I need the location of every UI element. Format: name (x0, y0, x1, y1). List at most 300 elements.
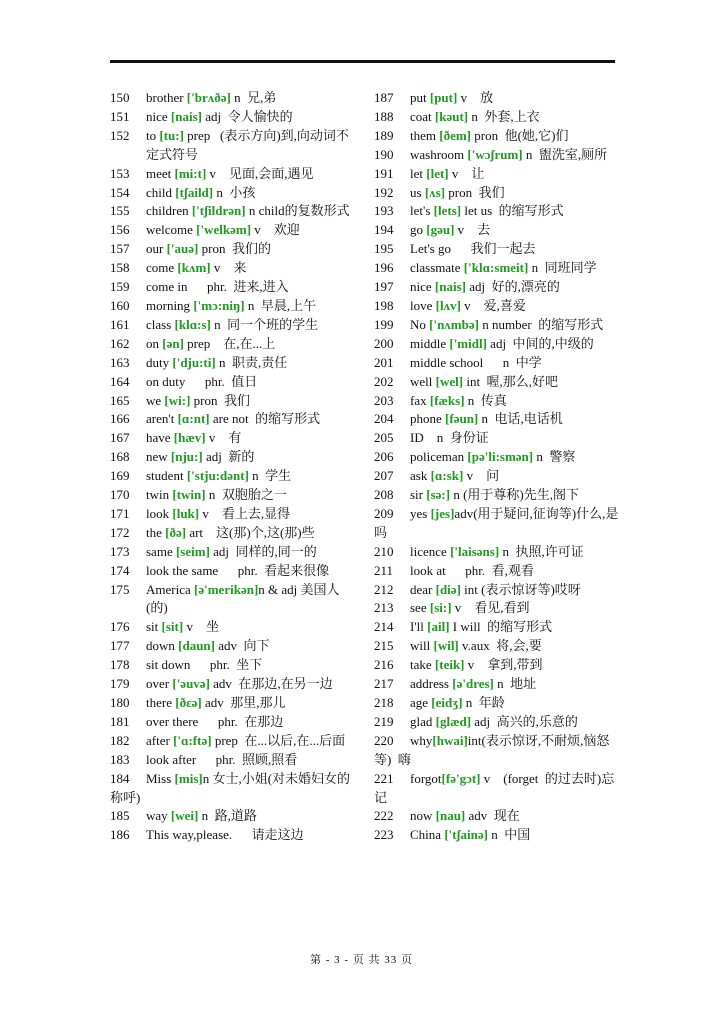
entry-phonetic: [mis] (174, 770, 203, 786)
entry-number: 162 (110, 335, 130, 351)
entry-definition: v 放 (457, 90, 494, 105)
entry-number: 184 (110, 770, 130, 786)
entry-definition: phr. 看起来很像 (218, 562, 330, 578)
entry-word: brother (146, 90, 187, 105)
entry-word: classmate (410, 260, 464, 276)
entry-definition: n 同一个班的学生 (210, 316, 319, 332)
entry-number: 195 (374, 241, 394, 257)
entry-number: 209 (374, 505, 394, 521)
vocab-entry (374, 410, 620, 429)
entry-phonetic: [pə'li:smən] (467, 449, 534, 465)
entry-number: 208 (374, 487, 394, 503)
entry-body (146, 278, 360, 297)
vocab-entry (374, 278, 620, 297)
entry-number: 214 (374, 619, 394, 635)
entry-number: 193 (374, 203, 394, 219)
vocab-entry (374, 297, 620, 316)
entry-word: sit (146, 619, 162, 635)
entry-definition: adj 好的,漂亮的 (465, 279, 560, 295)
entry-phonetic: [daun] (178, 638, 215, 654)
entry-number: 201 (374, 354, 394, 370)
entry-number: 166 (110, 411, 130, 427)
entry-word: on duty (146, 373, 186, 389)
entry-definition: adj 高兴的,乐意的 (471, 713, 578, 729)
entry-number: 153 (110, 165, 130, 181)
entry-number: 213 (374, 600, 394, 616)
entry-number: 160 (110, 297, 130, 313)
entry-word: put (410, 90, 430, 105)
vocab-entry (374, 89, 620, 108)
entry-phonetic: [gəu] (426, 222, 455, 238)
entry-word: over there (146, 713, 199, 729)
entry-definition: v 看上去,显得 (199, 505, 291, 521)
entry-definition: n 小孩 (213, 184, 256, 200)
entry-word: glad (410, 713, 436, 729)
vocab-entry (374, 467, 620, 486)
entry-phonetic: [wi:] (164, 392, 191, 408)
entry-word: meet (146, 165, 175, 181)
entry-definition: n 职责,责任 (215, 354, 288, 370)
entry-definition: v 问 (463, 468, 500, 484)
vocab-entry (374, 108, 620, 127)
entry-word: come (146, 260, 178, 276)
entry-body (146, 562, 360, 581)
entry-definition: n 电话,电话机 (478, 411, 563, 427)
vocab-entry (374, 146, 620, 165)
entry-definition: are not 的缩写形式 (209, 411, 321, 427)
entry-body (146, 448, 360, 467)
entry-body (410, 297, 620, 316)
entry-number: 215 (374, 638, 394, 654)
entry-phonetic: [tu:] (159, 127, 184, 143)
entry-definition: n 执照,许可证 (499, 543, 584, 559)
vocab-entry (110, 108, 360, 127)
entry-number: 190 (374, 146, 394, 162)
entry-word: I'll (410, 619, 428, 635)
entry-phonetic: [twin] (172, 487, 206, 503)
entry-phonetic: [teik] (434, 657, 465, 673)
vocab-entry (374, 392, 620, 411)
entry-definition: v (forget 的过去时)忘记 (374, 770, 615, 805)
entry-definition: adj 新的 (202, 449, 255, 465)
entry-phonetic: ['brʌðə] (186, 90, 231, 105)
vocab-entry (110, 581, 360, 619)
entry-word: washroom (410, 146, 468, 162)
entry-word: Let's go (410, 241, 451, 257)
entry-definition: n child的复数形式 (245, 203, 350, 219)
entry-phonetic: [sə:] (426, 487, 451, 503)
entry-definition: adv 那里,那儿 (201, 695, 286, 710)
entry-phonetic: ['welkəm] (196, 222, 252, 238)
entry-body (146, 165, 360, 184)
entry-phonetic: [glæd] (435, 713, 472, 729)
entry-body (410, 336, 594, 351)
entry-body (410, 429, 620, 448)
entry-phonetic: [wel] (435, 373, 464, 389)
entry-definition: n 身份证 (423, 430, 489, 446)
entry-number: 169 (110, 468, 130, 484)
vocab-entry (110, 165, 360, 184)
entry-number: 210 (374, 543, 394, 559)
entry-word: aren't (146, 411, 178, 427)
entry-word: them (410, 127, 440, 143)
entry-definition: adv 在那边,在另一边 (209, 676, 333, 692)
entry-phonetic: ['tʃainə] (444, 827, 488, 843)
entry-body (410, 392, 620, 411)
entry-word: This way,please. (146, 827, 233, 843)
entry-definition: phr. 进来,进入 (187, 279, 289, 295)
entry-definition: n 传真 (464, 392, 507, 408)
entry-body (410, 373, 620, 392)
entry-body (410, 260, 597, 275)
entry-word: go (410, 222, 427, 238)
entry-definition: n 外套,上衣 (468, 108, 540, 124)
entry-word: licence (410, 543, 451, 559)
entry-phonetic: [klɑ:s] (174, 316, 211, 332)
vocab-column-left (110, 89, 360, 845)
entry-word: our (146, 241, 167, 257)
entry-phonetic: [ðə] (165, 524, 187, 540)
entry-body (374, 771, 614, 805)
entry-word: why (410, 732, 433, 748)
entry-definition: prep 在...以后,在...后面 (211, 732, 346, 748)
vocab-entry (110, 240, 360, 259)
entry-number: 175 (110, 581, 130, 597)
entry-number: 178 (110, 657, 130, 673)
entry-number: 155 (110, 203, 130, 219)
entry-word: well (410, 373, 436, 389)
entry-body (146, 240, 360, 259)
entry-body (146, 543, 360, 562)
entry-definition: adv 向下 (215, 638, 270, 654)
entry-number: 156 (110, 222, 130, 238)
page-footer: 第 - 3 - 页 共 33 页 (309, 954, 414, 966)
entry-body (410, 675, 620, 694)
vocab-entry (110, 732, 360, 751)
entry-definition: v.aux 将,会,要 (458, 638, 542, 654)
entry-word: twin (146, 487, 173, 503)
entry-phonetic: ['auə] (166, 241, 199, 257)
entry-body (110, 771, 350, 805)
entry-phonetic: [wei] (170, 808, 199, 824)
entry-definition: adj 令人愉快的 (201, 108, 293, 124)
entry-phonetic: [tʃaild] (175, 184, 214, 200)
vocab-entry (374, 770, 620, 808)
vocab-entry (110, 694, 360, 713)
vocab-entry (110, 751, 360, 770)
entry-body (410, 694, 620, 713)
entry-number: 158 (110, 260, 130, 276)
entry-definition: prep 在,在...上 (183, 335, 276, 351)
entry-phonetic: [ðεə] (175, 695, 202, 710)
entry-definition: phr. 看,观看 (445, 562, 534, 578)
entry-body (410, 448, 620, 467)
vocab-entry (110, 316, 360, 335)
entry-number: 180 (110, 695, 130, 710)
entry-phonetic: [ʌs] (424, 184, 446, 200)
entry-body (146, 486, 360, 505)
entry-body (146, 335, 360, 354)
entry-body (146, 467, 360, 486)
entry-definition: n (用于尊称)先生,阁下 (450, 487, 579, 503)
vocab-entry (374, 259, 620, 278)
entry-word: there (146, 695, 176, 710)
entry-word: new (146, 449, 171, 465)
entry-word: middle school (410, 354, 484, 370)
entry-word: same (146, 543, 176, 559)
entry-word: sit down (146, 657, 191, 673)
vocab-entry (110, 637, 360, 656)
vocab-entry (110, 467, 360, 486)
vocab-entry (110, 297, 360, 316)
entry-body (410, 637, 620, 656)
entry-word: yes (410, 505, 431, 521)
entry-body (146, 221, 360, 240)
entry-definition: n & adj 美国人(的) (146, 581, 340, 616)
entry-definition: v 欢迎 (251, 222, 300, 238)
entry-phonetic: ['klɑ:smeit] (463, 260, 529, 276)
entry-definition: n 路,道路 (198, 808, 257, 824)
entry-number: 188 (374, 108, 394, 124)
vocab-entry (110, 505, 360, 524)
entry-word: we (146, 392, 165, 408)
vocab-entry (374, 505, 620, 543)
vocab-entry (374, 826, 620, 845)
entry-phonetic: [ail] (427, 619, 450, 635)
entry-number: 172 (110, 524, 130, 540)
entry-word: child (146, 184, 176, 200)
entry-body (146, 297, 360, 316)
entry-number: 202 (374, 373, 394, 389)
entry-definition: n 早晨,上午 (244, 297, 317, 313)
vocab-entry (110, 410, 360, 429)
entry-phonetic: [let] (426, 165, 449, 181)
entry-body (410, 108, 620, 127)
vocab-entry (374, 713, 620, 732)
entry-body (410, 410, 620, 429)
entry-phonetic: [lʌv] (435, 297, 461, 313)
entry-word: age (410, 695, 432, 710)
entry-number: 173 (110, 543, 130, 559)
entry-word: on (146, 335, 163, 351)
entry-phonetic: [jes] (430, 505, 455, 521)
vocab-entry (110, 543, 360, 562)
entry-number: 191 (374, 165, 394, 181)
entry-definition: n 同班同学 (528, 260, 597, 276)
entry-body (146, 675, 360, 694)
entry-body (146, 392, 360, 411)
entry-number: 218 (374, 695, 394, 710)
entry-body (146, 316, 360, 335)
entry-definition: 请走这边 (232, 827, 304, 843)
entry-number: 165 (110, 392, 130, 408)
entry-number: 222 (374, 808, 394, 824)
entry-phonetic: [ə'merikən] (194, 581, 259, 597)
vocab-entry (110, 448, 360, 467)
entry-word: student (146, 468, 187, 484)
entry-definition: prep (表示方向)到,向动词不定式符号 (146, 127, 349, 162)
entry-body (146, 807, 360, 826)
entry-definition: adj 中间的,中级的 (486, 335, 594, 351)
vocab-entry (110, 826, 360, 845)
entry-word: look the same (146, 562, 219, 578)
entry-word: after (146, 732, 174, 748)
entry-definition: v 坐 (183, 619, 219, 635)
vocab-entry (110, 392, 360, 411)
entry-body (410, 317, 603, 332)
entry-body (410, 826, 620, 845)
vocab-entry (110, 675, 360, 694)
vocab-entry (374, 486, 620, 505)
entry-body (146, 429, 360, 448)
entry-phonetic: [seim] (175, 543, 210, 559)
entry-word: down (146, 638, 179, 654)
entry-word: Miss (146, 770, 175, 786)
entry-word: welcome (146, 222, 197, 238)
entry-number: 220 (374, 732, 394, 748)
entry-number: 152 (110, 127, 130, 143)
vocab-entry (110, 259, 360, 278)
entry-word: take (410, 657, 435, 673)
entry-word: class (146, 316, 175, 332)
entry-body (146, 618, 360, 637)
entry-definition: v 见面,会面,遇见 (206, 165, 314, 181)
entry-body (146, 694, 360, 713)
vocab-entry (110, 202, 360, 221)
entry-definition: pron 我们的 (198, 241, 271, 257)
entry-definition: v 去 (454, 222, 491, 238)
vocab-entry (374, 543, 620, 562)
entry-number: 161 (110, 316, 130, 332)
entry-word: children (146, 203, 192, 219)
entry-number: 170 (110, 487, 130, 503)
entry-word: nice (410, 279, 435, 295)
entry-phonetic: [ə'dres] (452, 676, 494, 692)
entry-number: 159 (110, 279, 130, 295)
entry-definition: adv 现在 (465, 808, 520, 824)
vocab-entry (110, 656, 360, 675)
entry-phonetic: [fəun] (445, 411, 479, 427)
entry-definition: pron 我们 (190, 392, 251, 408)
entry-definition: n 兄,弟 (230, 90, 277, 105)
entry-number: 199 (374, 316, 394, 332)
entry-word: let (410, 165, 427, 181)
entry-definition: adv(用于疑问,征询等)什么,是吗 (374, 505, 619, 540)
entry-definition: adj 同样的,同一的 (209, 543, 317, 559)
entry-body (146, 184, 360, 203)
entry-word: now (410, 808, 436, 824)
entry-body (146, 826, 360, 845)
entry-word: to (146, 127, 160, 143)
entry-body (410, 581, 620, 600)
entry-word: will (410, 638, 434, 654)
vocab-entry (374, 637, 620, 656)
entry-definition: v 来 (210, 260, 247, 276)
entry-phonetic: [ðem] (439, 127, 472, 143)
entry-definition: I will 的缩写形式 (449, 619, 553, 635)
vocab-column-right (374, 89, 620, 845)
entry-word: us (410, 184, 425, 200)
vocab-entry (110, 184, 360, 203)
entry-definition: phr. 照顾,照看 (196, 751, 298, 767)
vocab-entry (374, 165, 620, 184)
entry-word: sir (410, 487, 427, 503)
entry-word: China (410, 827, 445, 843)
entry-phonetic: [lets] (433, 203, 462, 219)
entry-definition: n 中学 (483, 354, 542, 370)
vocab-entry (374, 599, 620, 618)
entry-definition: n 警察 (533, 449, 576, 465)
entry-number: 151 (110, 108, 130, 124)
vocab-entry (374, 202, 620, 221)
entry-word: America (146, 581, 195, 597)
entry-number: 171 (110, 505, 130, 521)
vocab-entry (374, 184, 620, 203)
entry-number: 163 (110, 354, 130, 370)
entry-phonetic: [si:] (429, 600, 452, 616)
entry-body (410, 165, 620, 184)
entry-number: 174 (110, 562, 130, 578)
entry-body (146, 89, 360, 108)
entry-body (146, 202, 360, 221)
entry-body (410, 543, 620, 562)
entry-body (146, 733, 345, 748)
entry-word: morning (146, 297, 194, 313)
entry-phonetic: ['stju:dənt] (186, 468, 249, 484)
entry-body (410, 807, 620, 826)
entry-body (146, 127, 360, 165)
entry-phonetic: [nau] (435, 808, 466, 824)
entry-body (410, 278, 620, 297)
entry-definition: n 地址 (493, 676, 537, 692)
entry-word: address (410, 676, 453, 692)
entry-word: way (146, 808, 171, 824)
entry-phonetic: [kʌm] (177, 260, 211, 276)
entry-definition: int(表示惊讶,不耐烦,恼怒等) 嗨 (374, 732, 610, 767)
entry-word: ask (410, 468, 431, 484)
entry-body (374, 506, 618, 540)
entry-number: 203 (374, 392, 394, 408)
vocab-entry (374, 429, 620, 448)
entry-phonetic: [fæks] (429, 392, 465, 408)
entry-definition: v 爱,喜爱 (460, 297, 526, 313)
entry-phonetic: [nais] (170, 108, 202, 124)
entry-body (410, 240, 620, 259)
vocab-entry (374, 127, 620, 146)
entry-phonetic: [nju:] (170, 449, 203, 465)
entry-number: 217 (374, 676, 394, 692)
entry-number: 192 (374, 184, 394, 200)
entry-word: come in (146, 279, 188, 295)
entry-word: nice (146, 108, 171, 124)
vocab-entry (374, 807, 620, 826)
entry-word: look (146, 505, 173, 521)
entry-word: duty (146, 354, 173, 370)
entry-number: 150 (110, 90, 130, 105)
entry-body (410, 467, 620, 486)
entry-body (410, 486, 620, 505)
entry-definition: int (表示惊讶等)哎呀 (460, 581, 581, 597)
entry-phonetic: ['laisəns] (450, 543, 500, 559)
entry-body (410, 127, 620, 146)
entry-phonetic: ['ɑ:ftə] (173, 732, 212, 748)
entry-number: 206 (374, 449, 394, 465)
entry-number: 176 (110, 619, 130, 635)
entry-number: 198 (374, 297, 394, 313)
vocab-entry (110, 127, 360, 165)
entry-body (410, 599, 620, 618)
entry-phonetic: [hwai] (432, 732, 468, 748)
